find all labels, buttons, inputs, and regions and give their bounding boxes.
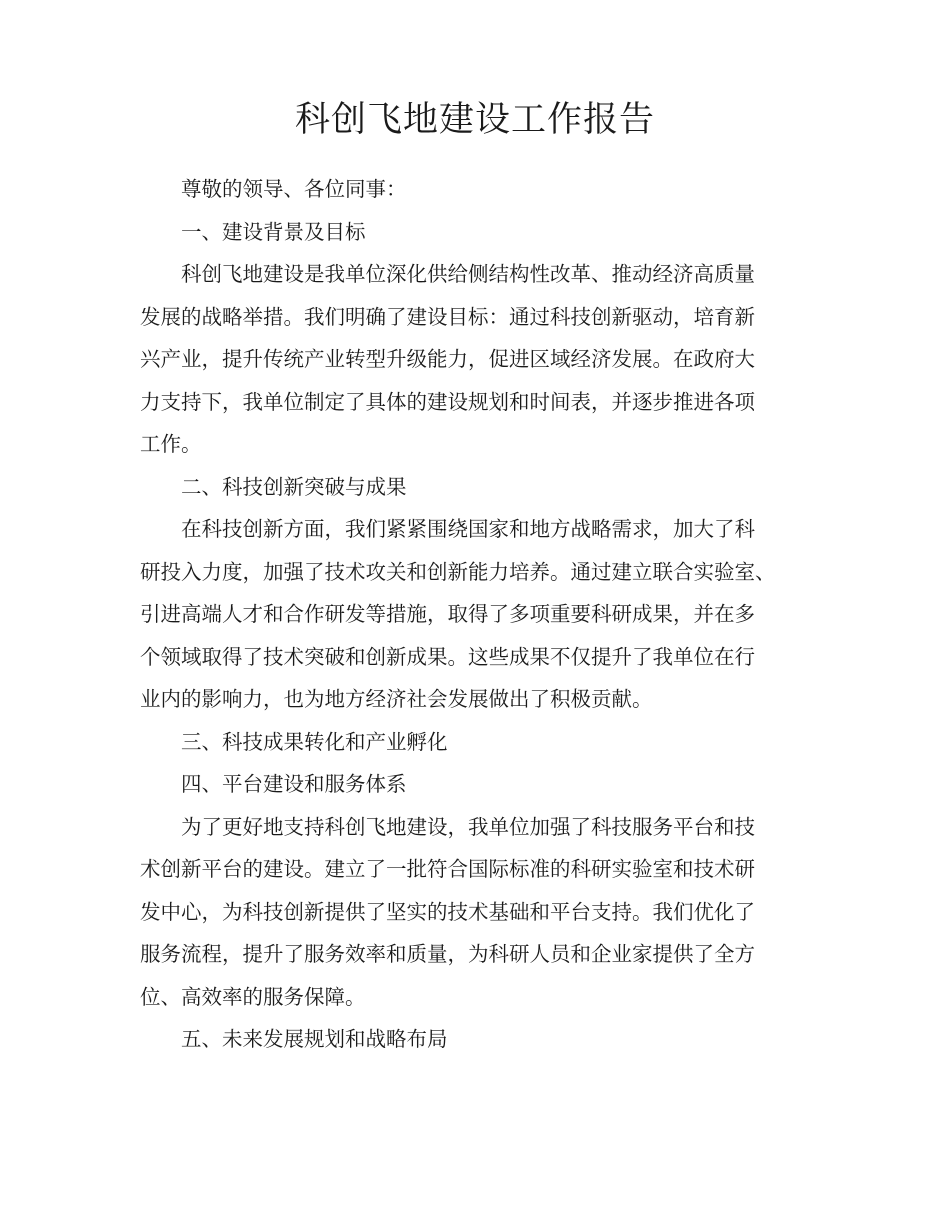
section-3-heading: 三、科技成果转化和产业孵化 [181, 729, 448, 754]
document-title: 科创飞地建设工作报告 [294, 100, 655, 140]
section-4-paragraph [140, 806, 830, 1019]
paragraph-line: 工作。 [140, 432, 202, 456]
section-4-heading: 四、平台建设和服务体系 [181, 772, 407, 796]
section-5-heading: 五、未来发展规划和战略布局 [181, 1027, 448, 1051]
paragraph-line: 服务流程，提升了服务效率和质量，为科研人员和企业家提供了全方 [140, 942, 755, 966]
paragraph-line: 术创新平台的建设。建立了一批符合国际标准的科研实验室和技术研 [140, 857, 755, 881]
paragraph-line: 科创飞地建设是我单位深化供给侧结构性改革、推动经济高质量 [181, 262, 755, 286]
paragraph-line: 为了更好地支持科创飞地建设，我单位加强了科技服务平台和技 [181, 814, 755, 839]
paragraph-line: 发展的战略举措。我们明确了建设目标：通过科技创新驱动，培育新 [140, 304, 755, 329]
paragraph-line: 个领域取得了技术突破和创新成果。这些成果不仅提升了我单位在行 [140, 644, 755, 669]
section-2-heading: 二、科技创新突破与成果 [181, 474, 407, 499]
paragraph-line: 力支持下，我单位制定了具体的建设规划和时间表，并逐步推进各项 [140, 389, 755, 414]
document-body [140, 168, 830, 1061]
paragraph-line: 兴产业，提升传统产业转型升级能力，促进区域经济发展。在政府大 [140, 347, 755, 371]
paragraph-line: 业内的影响力，也为地方经济社会发展做出了积极贡献。 [140, 687, 653, 711]
greeting: 尊敬的领导、各位同事： [181, 177, 407, 201]
paragraph-line: 发中心，为科技创新提供了坚实的技术基础和平台支持。我们优化了 [140, 899, 755, 924]
section-1-paragraph [140, 253, 830, 466]
paragraph-line: 在科技创新方面，我们紧紧围绕国家和地方战略需求，加大了科 [181, 517, 755, 541]
paragraph-line: 研投入力度，加强了技术攻关和创新能力培养。通过建立联合实验室、 [140, 559, 776, 584]
section-1-heading: 一、建设背景及目标 [181, 219, 366, 244]
section-2-paragraph [140, 508, 830, 721]
paragraph-line: 引进高端人才和合作研发等措施，取得了多项重要科研成果，并在多 [140, 602, 755, 626]
paragraph-line: 位、高效率的服务保障。 [140, 984, 366, 1009]
